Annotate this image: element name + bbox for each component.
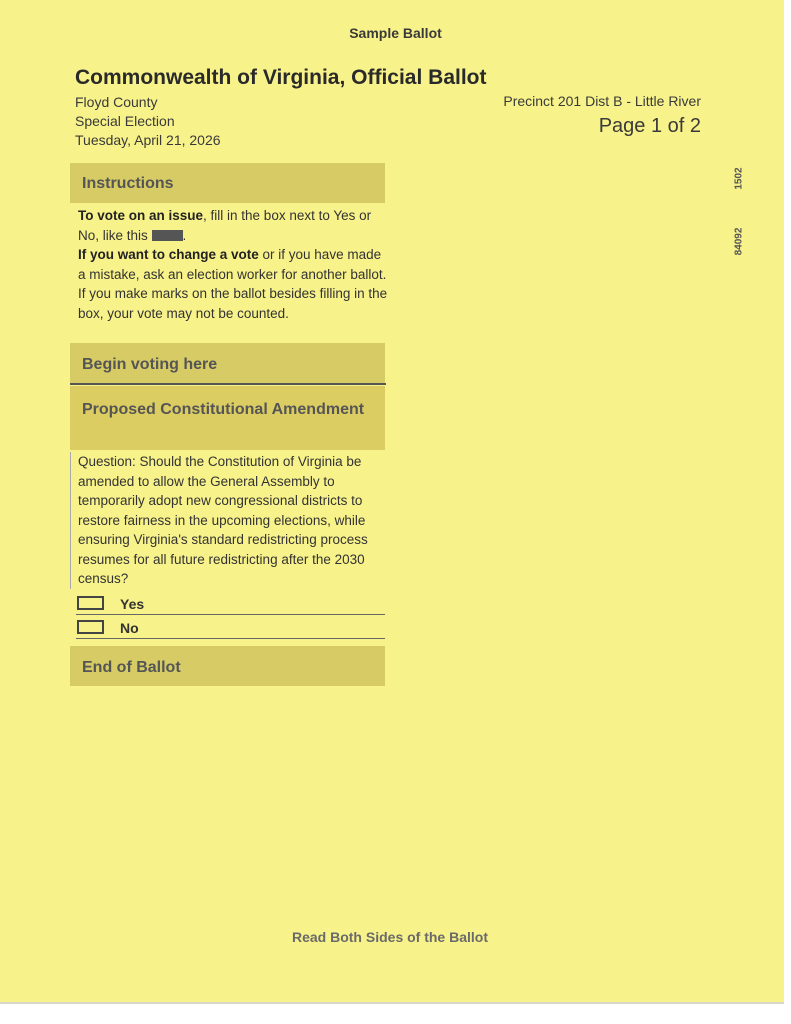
section-divider — [70, 383, 386, 385]
ballot-title: Commonwealth of Virginia, Official Ballot — [75, 66, 487, 89]
footer-note: Read Both Sides of the Ballot — [291, 929, 488, 945]
ballot-code-1: 1502 — [733, 167, 745, 190]
option-yes-label: Yes — [120, 596, 145, 612]
checkbox-no[interactable] — [77, 620, 104, 634]
contest-heading: Proposed Constitutional Amendment — [70, 386, 385, 450]
filled-box-example-icon — [152, 230, 183, 241]
vote-instruction: , fill in the box next to Yes or No, like this — [78, 208, 372, 243]
election-type: Special Election — [75, 113, 175, 129]
checkbox-yes[interactable] — [77, 596, 104, 610]
change-instruction-bold: If you want to change a vote — [78, 247, 259, 262]
county: Floyd County — [75, 94, 158, 110]
page-edge — [0, 1002, 784, 1004]
instructions-heading: Instructions — [70, 163, 385, 203]
option-no-label: No — [120, 620, 139, 636]
page-indicator: Page 1 of 2 — [598, 115, 701, 137]
instructions-text: To vote on an issue, fill in the box next to Yes or No, like this . If you want to change a vote or if you have made a mistake, ask an election worker for another ballot. If you make marks on the ballot besides filling in the box, your vote may not be counted. — [78, 208, 388, 321]
precinct: Precinct 201 Dist B - Little River — [503, 93, 701, 109]
ballot-code-2: 84092 — [733, 227, 745, 256]
vote-instruction-bold: To vote on an issue — [78, 208, 204, 223]
end-of-ballot-heading: End of Ballot — [70, 646, 385, 686]
option-yes[interactable] — [76, 594, 385, 615]
election-info — [75, 93, 221, 150]
begin-voting-heading: Begin voting here — [70, 343, 385, 383]
election-date: Tuesday, April 21, 2026 — [75, 132, 221, 148]
change-instruction: or if you have made a mistake, ask an election worker for another ballot. If you make marks on the ballot besides filling in the box, your vote may not be counted. — [78, 247, 388, 321]
option-no[interactable] — [76, 618, 385, 639]
sample-ballot-label: Sample Ballot — [349, 25, 442, 41]
contest-question: Question: Should the Constitution of Virginia be amended to allow the General Assembly to temporarily adopt new congressional districts to restore fairness in the upcoming elections, while ensuring Virginia's standard redistricting process resumes for all future redistricting after the 2030 census? — [70, 452, 386, 589]
